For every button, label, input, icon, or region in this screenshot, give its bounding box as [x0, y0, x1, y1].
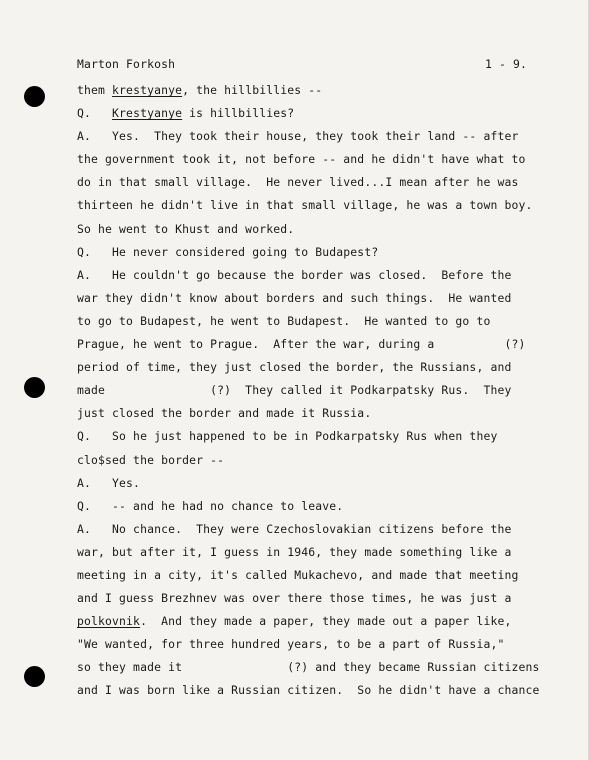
transcript-line — [77, 310, 537, 333]
binder-hole-top — [24, 86, 45, 107]
interviewee-name: Marton Forkosh — [77, 57, 176, 71]
line-text: to go to Budapest, he went to Budapest. He wanted to go to — [77, 313, 491, 328]
line-text: meeting in a city, it's called Mukachevo, and made that meeting — [77, 567, 519, 582]
line-text: and I guess Brezhnev was over there those times, he was just a — [77, 591, 512, 606]
transcript-line — [77, 171, 537, 194]
line-text: A. Yes. They took their house, they took their land -- after — [77, 129, 519, 144]
underlined-term: Krestyanye — [112, 106, 183, 121]
line-text: clo$sed the border -- — [77, 452, 225, 467]
line-text: . And they made a paper, they made out a paper like, — [140, 614, 512, 629]
transcript-line — [77, 633, 537, 656]
binder-hole-bottom — [24, 666, 45, 687]
transcript-line — [77, 587, 537, 610]
binder-hole-middle — [24, 377, 45, 398]
underlined-term: polkovnik — [77, 614, 141, 629]
line-text: war they didn't know about borders and such things. He wanted — [77, 290, 512, 305]
transcript-line — [77, 264, 537, 287]
transcript-line — [77, 564, 537, 587]
line-text: so they made it (?) and they became Russian citizens — [77, 660, 540, 675]
line-text: them — [77, 83, 113, 97]
line-text: and I was born like a Russian citizen. So he didn't have a chance — [77, 683, 540, 698]
transcript-line — [77, 333, 537, 356]
line-text: A. Yes. — [77, 475, 141, 490]
transcript-line — [77, 449, 537, 472]
line-text: is hillbillies? — [182, 106, 295, 121]
line-text: thirteen he didn't live in that small village, he was a town boy. — [77, 198, 533, 213]
transcript-line — [77, 610, 537, 633]
line-text: Q. He never considered going to Budapest? — [77, 244, 379, 259]
line-text: do in that small village. He never lived...I mean after he was — [77, 175, 519, 190]
underlined-term: krestyanye — [112, 83, 183, 97]
line-text: A. He couldn't go because the border was closed. Before the — [77, 267, 512, 282]
transcript-line — [77, 495, 537, 518]
transcript-line — [77, 541, 537, 564]
transcript-line — [77, 148, 537, 171]
transcript-line — [77, 402, 537, 425]
line-text: the government took it, not before -- and he didn't have what to — [77, 152, 526, 167]
transcript-line — [77, 194, 537, 217]
transcript-line — [77, 656, 540, 679]
transcript-line — [77, 241, 537, 264]
line-text: war, but after it, I guess in 1946, they made something like a — [77, 544, 512, 559]
line-text: A. No chance. They were Czechoslovakian citizens before the — [77, 521, 512, 536]
transcript-line — [77, 425, 537, 448]
transcript-body — [77, 79, 540, 703]
line-text: made (?) They called it Podkarpatsky Rus. They — [77, 383, 512, 398]
transcript-line — [77, 287, 537, 310]
transcript-line — [77, 356, 537, 379]
transcript-line — [77, 679, 540, 702]
line-text: Q. — [77, 106, 113, 121]
transcript-line — [77, 79, 537, 102]
transcript-line — [77, 379, 537, 402]
line-text: Prague, he went to Prague. After the war, during a (?) — [77, 337, 526, 352]
line-text: Q. -- and he had no chance to leave. — [77, 498, 344, 513]
line-text: , the hillbillies -- — [182, 83, 323, 97]
line-text: Q. So he just happened to be in Podkarpatsky Rus when they — [77, 429, 498, 444]
transcript-line — [77, 125, 537, 148]
transcript-line — [77, 518, 537, 541]
transcript-line — [77, 102, 537, 125]
line-text: "We wanted, for three hundred years, to be a part of Russia," — [77, 637, 505, 652]
transcript-line — [77, 472, 537, 495]
line-text: So he went to Khust and worked. — [77, 221, 295, 236]
transcript-line — [77, 218, 537, 241]
line-text: period of time, they just closed the border, the Russians, and — [77, 360, 512, 375]
page-number: 1 - 9. — [484, 57, 527, 71]
line-text: just closed the border and made it Russia. — [77, 406, 372, 421]
